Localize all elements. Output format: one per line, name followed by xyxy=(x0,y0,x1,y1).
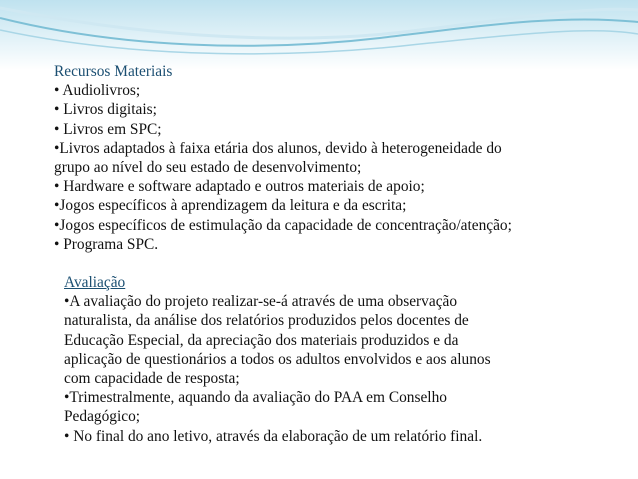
avaliacao-line: com capacidade de resposta; xyxy=(64,370,240,388)
avaliacao-line: naturalista, da análise dos relatórios produzidos pelos docentes de xyxy=(64,312,469,330)
avaliacao-line: • No final do ano letivo, através da elaboração de um relatório final. xyxy=(64,427,483,445)
recursos-line: •Jogos específicos à aprendizagem da leitura e da escrita; xyxy=(54,197,407,215)
recursos-line: • Programa SPC. xyxy=(54,235,159,253)
avaliacao-line: Educação Especial, da apreciação dos materiais produzidos e da xyxy=(64,331,459,349)
avaliacao-section xyxy=(64,273,624,446)
recursos-line: •Livros adaptados à faixa etária dos alunos, devido à heterogeneidade do xyxy=(54,139,502,157)
avaliacao-heading: Avaliação xyxy=(64,274,126,291)
recursos-materiais-section xyxy=(54,62,624,254)
recursos-line: grupo ao nível do seu estado de desenvolvimento; xyxy=(54,159,362,177)
recursos-line: • Hardware e software adaptado e outros materiais de apoio; xyxy=(54,178,425,196)
avaliacao-line: •Trimestralmente, aquando da avaliação do PAA em Conselho xyxy=(64,389,447,407)
recursos-line: • Audiolivros; xyxy=(54,82,141,100)
avaliacao-line: •A avaliação do projeto realizar-se-á através de uma observação xyxy=(64,293,458,311)
recursos-line: •Jogos específicos de estimulação da capacidade de concentração/atenção; xyxy=(54,216,512,234)
avaliacao-line: Pedagógico; xyxy=(64,408,141,426)
avaliacao-line: aplicação de questionários a todos os adultos envolvidos e aos alunos xyxy=(64,350,491,368)
recursos-heading: Recursos Materiais xyxy=(54,63,173,80)
header-wave-decoration xyxy=(0,0,638,70)
recursos-line: • Livros digitais; xyxy=(54,101,157,119)
recursos-line: • Livros em SPC; xyxy=(54,120,162,138)
wave-background xyxy=(0,0,638,70)
